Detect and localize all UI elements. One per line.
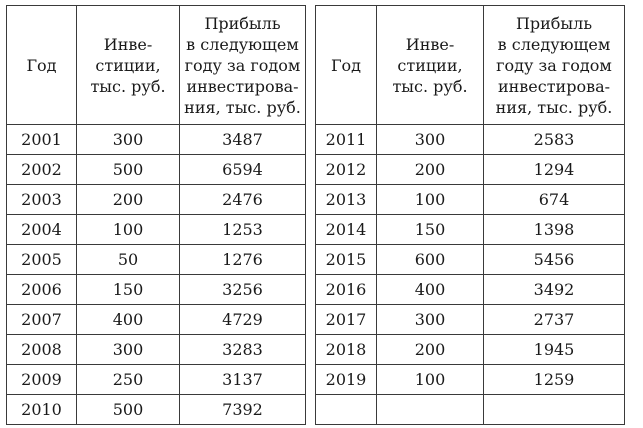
cell-year: 2005	[7, 245, 77, 275]
header-year	[316, 6, 377, 125]
header-line: Прибыль	[204, 13, 281, 33]
cell-profit: 3283	[180, 335, 306, 365]
table-row	[316, 215, 625, 245]
table-row	[7, 125, 306, 155]
header-investments	[377, 6, 484, 125]
cell-year: 2011	[316, 125, 377, 155]
cell-year: 2017	[316, 305, 377, 335]
cell-investments: 200	[377, 335, 484, 365]
cell-profit: 6594	[180, 155, 306, 185]
header-line: стиции,	[95, 55, 161, 75]
investment-table-left	[6, 5, 306, 425]
cell-profit: 1398	[484, 215, 625, 245]
header-line: Инве-	[405, 34, 455, 54]
cell-profit: 7392	[180, 395, 306, 425]
cell-year: 2003	[7, 185, 77, 215]
header-line: в следующем	[497, 34, 611, 54]
header-year-label: Год	[330, 55, 362, 75]
cell-profit: 4729	[180, 305, 306, 335]
header-line: инвестирова-	[186, 76, 299, 96]
cell-investments: 300	[77, 335, 180, 365]
table-row	[7, 215, 306, 245]
cell-investments: 400	[377, 275, 484, 305]
cell-investments: 100	[377, 185, 484, 215]
cell-investments: 500	[77, 395, 180, 425]
cell-investments: 150	[77, 275, 180, 305]
header-row	[7, 6, 306, 125]
table-row	[316, 275, 625, 305]
header-row	[316, 6, 625, 125]
table-row	[316, 365, 625, 395]
cell-investments: 200	[77, 185, 180, 215]
cell-year: 2002	[7, 155, 77, 185]
table-row	[316, 395, 625, 425]
cell-profit: 3492	[484, 275, 625, 305]
cell-investments: 300	[377, 125, 484, 155]
header-line: Инве-	[103, 34, 153, 54]
cell-investments	[377, 395, 484, 425]
header-line: Прибыль	[515, 13, 593, 33]
cell-profit	[484, 395, 625, 425]
table-row	[316, 335, 625, 365]
header-line: ния, тыс. руб.	[184, 97, 301, 117]
header-line: году за годом	[496, 55, 612, 75]
header-year-label: Год	[26, 55, 57, 75]
cell-investments: 100	[77, 215, 180, 245]
header-line: инвестирова-	[497, 76, 611, 96]
cell-profit: 1253	[180, 215, 306, 245]
cell-investments: 250	[77, 365, 180, 395]
cell-investments: 400	[77, 305, 180, 335]
cell-profit: 1276	[180, 245, 306, 275]
cell-profit: 3137	[180, 365, 306, 395]
table-row	[7, 335, 306, 365]
table-row	[316, 125, 625, 155]
cell-year: 2015	[316, 245, 377, 275]
cell-investments: 200	[377, 155, 484, 185]
table-row	[7, 395, 306, 425]
table-row	[316, 185, 625, 215]
table-row	[7, 275, 306, 305]
header-line: году за годом	[184, 55, 301, 75]
cell-year: 2019	[316, 365, 377, 395]
cell-year: 2004	[7, 215, 77, 245]
table-body-right	[316, 125, 625, 425]
cell-year: 2007	[7, 305, 77, 335]
cell-investments: 100	[377, 365, 484, 395]
header-line: тыс. руб.	[90, 76, 166, 96]
table-body-left	[7, 125, 306, 425]
cell-year: 2006	[7, 275, 77, 305]
cell-profit: 1294	[484, 155, 625, 185]
cell-investments: 300	[77, 125, 180, 155]
table-row	[7, 305, 306, 335]
table-row	[7, 365, 306, 395]
header-line: тыс. руб.	[392, 76, 468, 96]
header-profit	[484, 6, 625, 125]
cell-profit: 2737	[484, 305, 625, 335]
cell-profit: 674	[484, 185, 625, 215]
cell-investments: 150	[377, 215, 484, 245]
table-row	[7, 245, 306, 275]
cell-year: 2012	[316, 155, 377, 185]
header-line: в следующем	[186, 34, 299, 54]
cell-investments: 50	[77, 245, 180, 275]
cell-profit: 1259	[484, 365, 625, 395]
cell-profit: 3487	[180, 125, 306, 155]
table-row	[316, 155, 625, 185]
table-row	[316, 245, 625, 275]
cell-year: 2013	[316, 185, 377, 215]
cell-investments: 300	[377, 305, 484, 335]
table-row	[7, 185, 306, 215]
table-row	[316, 305, 625, 335]
header-investments	[77, 6, 180, 125]
cell-year: 2008	[7, 335, 77, 365]
investment-table-right	[315, 5, 625, 425]
cell-year: 2010	[7, 395, 77, 425]
cell-profit: 2476	[180, 185, 306, 215]
cell-profit: 5456	[484, 245, 625, 275]
header-line: стиции,	[397, 55, 463, 75]
cell-investments: 500	[77, 155, 180, 185]
cell-profit: 2583	[484, 125, 625, 155]
cell-year: 2018	[316, 335, 377, 365]
header-year	[7, 6, 77, 125]
cell-year	[316, 395, 377, 425]
cell-investments: 600	[377, 245, 484, 275]
cell-year: 2016	[316, 275, 377, 305]
header-line: ния, тыс. руб.	[495, 97, 613, 117]
cell-year: 2014	[316, 215, 377, 245]
cell-year: 2001	[7, 125, 77, 155]
cell-profit: 3256	[180, 275, 306, 305]
table-row	[7, 155, 306, 185]
cell-year: 2009	[7, 365, 77, 395]
header-profit	[180, 6, 306, 125]
cell-profit: 1945	[484, 335, 625, 365]
